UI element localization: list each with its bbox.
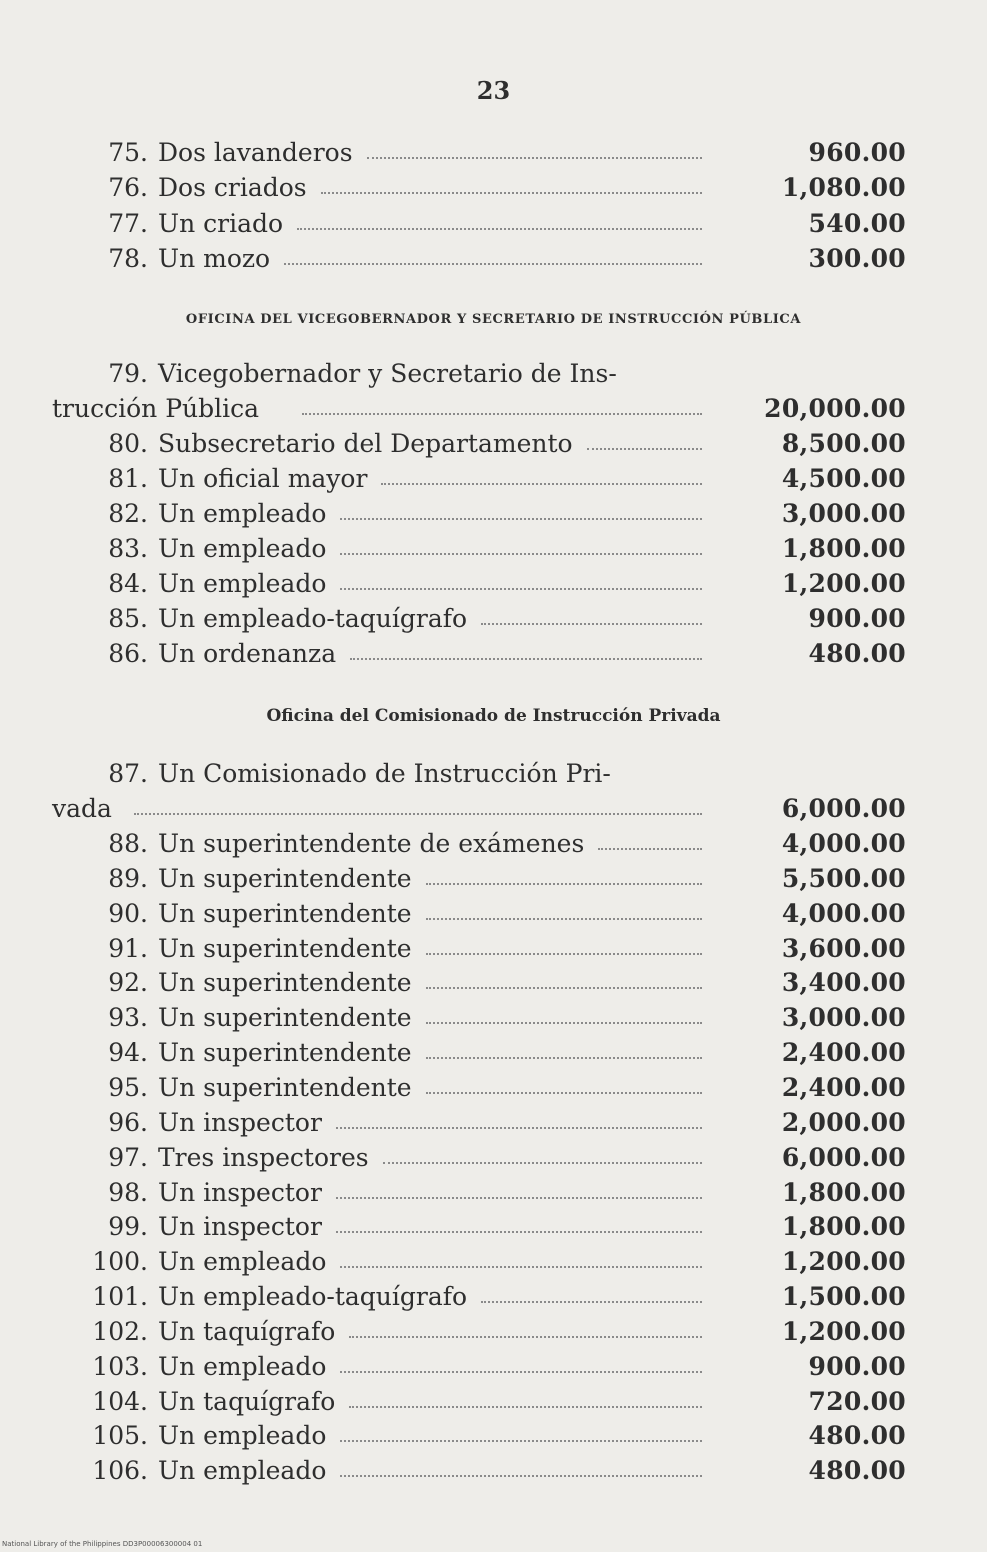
item-amount: 5,500.00 <box>781 863 906 893</box>
item-text: Un empleado <box>158 1421 327 1451</box>
list-item <box>52 1385 912 1419</box>
item-amount: 300.00 <box>808 243 906 273</box>
list-item <box>52 1141 912 1175</box>
list-item <box>52 1176 912 1210</box>
item-number: 91. <box>108 933 148 963</box>
leader-dots <box>340 553 702 555</box>
item-text: Un empleado <box>158 1351 327 1381</box>
item-text: Un superintendente <box>158 1003 412 1033</box>
list-item <box>52 1245 912 1279</box>
item-text: Un inspector <box>158 1212 322 1242</box>
item-text: Un superintendente <box>158 898 412 928</box>
item-text: Un criado <box>158 208 284 238</box>
item-text: Un empleado <box>158 499 327 528</box>
list-item <box>52 207 912 241</box>
item-text: vada <box>52 794 112 823</box>
item-amount: 1,800.00 <box>781 534 906 563</box>
leader-dots <box>349 1336 702 1338</box>
item-number: 104. <box>92 1386 148 1416</box>
item-text: Un superintendente <box>158 1072 412 1102</box>
leader-dots <box>426 918 702 920</box>
item-text: Un empleado <box>158 534 327 563</box>
item-number: 85. <box>108 604 148 633</box>
item-number: 88. <box>108 829 148 858</box>
item-number: 87. <box>108 759 148 788</box>
list-item <box>52 171 912 205</box>
leader-dots <box>481 1301 702 1303</box>
list-item <box>52 497 912 531</box>
list-item-continuation <box>52 792 912 826</box>
leader-dots <box>336 1127 702 1129</box>
item-text: Un taquígrafo <box>158 1316 336 1346</box>
leader-dots <box>340 1440 702 1442</box>
leader-dots <box>426 883 702 885</box>
list-item <box>52 1350 912 1384</box>
leader-dots <box>381 483 702 485</box>
item-amount: 960.00 <box>808 138 906 167</box>
item-text: Un empleado <box>158 1247 327 1277</box>
section-heading-comisionado: Oficina del Comisionado de Instrucción Privada <box>266 706 721 726</box>
item-text: Un mozo <box>158 243 271 273</box>
item-amount: 1,200.00 <box>781 1247 906 1277</box>
item-number: 79. <box>108 359 148 388</box>
leader-dots <box>426 953 702 955</box>
item-number: 83. <box>108 534 148 563</box>
item-text: Un inspector <box>158 1107 322 1137</box>
item-number: 76. <box>108 173 148 203</box>
leader-dots <box>349 1406 702 1408</box>
list-item <box>52 827 912 861</box>
list-item <box>52 1036 912 1070</box>
list-item <box>52 1454 912 1488</box>
item-amount: 720.00 <box>808 1386 906 1416</box>
item-number: 90. <box>108 898 148 928</box>
item-amount: 8,500.00 <box>781 429 906 458</box>
item-number: 95. <box>108 1072 148 1102</box>
item-text: Un superintendente <box>158 933 412 963</box>
item-amount: 4,500.00 <box>781 464 906 493</box>
leader-dots <box>367 157 702 159</box>
item-number: 92. <box>108 968 148 998</box>
leader-dots <box>340 588 702 590</box>
item-text: Un oficial mayor <box>158 464 368 493</box>
list-item <box>52 862 912 896</box>
item-number: 96. <box>108 1107 148 1137</box>
list-item <box>52 427 912 461</box>
item-amount: 3,400.00 <box>781 968 906 998</box>
item-text: Subsecretario del Departamento <box>158 429 573 458</box>
list-item <box>52 1106 912 1140</box>
item-number: 81. <box>108 464 148 493</box>
item-amount: 2,000.00 <box>781 1107 906 1137</box>
item-number: 105. <box>92 1421 148 1451</box>
leader-dots <box>302 413 702 415</box>
list-item <box>52 932 912 966</box>
item-amount: 480.00 <box>808 1456 906 1486</box>
item-number: 106. <box>92 1456 148 1486</box>
item-text: Un superintendente de exámenes <box>158 829 585 858</box>
item-amount: 2,400.00 <box>781 1038 906 1068</box>
leader-dots <box>297 228 702 230</box>
leader-dots <box>481 623 702 625</box>
leader-dots <box>340 1475 702 1477</box>
leader-dots <box>426 1022 702 1024</box>
leader-dots <box>598 848 702 850</box>
list-item <box>52 136 912 170</box>
list-item <box>52 637 912 671</box>
item-text: Un taquígrafo <box>158 1386 336 1416</box>
item-number: 84. <box>108 569 148 598</box>
item-amount: 3,000.00 <box>781 499 906 528</box>
list-item-continuation <box>52 392 912 426</box>
item-amount: 900.00 <box>808 604 906 633</box>
library-footer: National Library of the Philippines DD3P00006300004 01 <box>2 1540 203 1548</box>
item-number: 103. <box>92 1351 148 1381</box>
leader-dots <box>284 263 702 265</box>
item-amount: 1,800.00 <box>781 1177 906 1207</box>
item-amount: 20,000.00 <box>764 394 906 423</box>
item-text: trucción Pública <box>52 394 260 423</box>
item-text: Vicegobernador y Secretario de Ins- <box>158 359 617 388</box>
item-text: Un superintendente <box>158 1038 412 1068</box>
list-item <box>52 757 912 791</box>
list-item <box>52 1280 912 1314</box>
item-amount: 1,200.00 <box>781 569 906 598</box>
item-text: Un superintendente <box>158 968 412 998</box>
item-number: 102. <box>92 1316 148 1346</box>
list-item <box>52 242 912 276</box>
item-text: Un inspector <box>158 1177 322 1207</box>
item-number: 101. <box>92 1282 148 1312</box>
item-number: 94. <box>108 1038 148 1068</box>
list-item <box>52 1210 912 1244</box>
item-amount: 3,600.00 <box>781 933 906 963</box>
item-text: Dos criados <box>158 173 307 203</box>
item-amount: 1,200.00 <box>781 1316 906 1346</box>
item-number: 86. <box>108 639 148 668</box>
item-text: Un empleado <box>158 569 327 598</box>
list-item <box>52 1071 912 1105</box>
item-amount: 6,000.00 <box>781 794 906 823</box>
item-number: 89. <box>108 863 148 893</box>
item-amount: 4,000.00 <box>781 898 906 928</box>
item-amount: 4,000.00 <box>781 829 906 858</box>
list-item <box>52 1315 912 1349</box>
item-amount: 1,500.00 <box>781 1282 906 1312</box>
item-amount: 540.00 <box>808 208 906 238</box>
leader-dots <box>587 448 702 450</box>
item-number: 80. <box>108 429 148 458</box>
item-amount: 3,000.00 <box>781 1003 906 1033</box>
list-item <box>52 966 912 1000</box>
item-amount: 2,400.00 <box>781 1072 906 1102</box>
section-heading-vicegobernador: OFICINA DEL VICEGOBERNADOR Y SECRETARIO DE INSTRUCCIÓN PÚBLICA <box>185 312 802 327</box>
item-number: 97. <box>108 1142 148 1172</box>
item-number: 100. <box>92 1247 148 1277</box>
list-item <box>52 532 912 566</box>
item-number: 78. <box>108 243 148 273</box>
leader-dots <box>134 813 702 815</box>
item-amount: 6,000.00 <box>781 1142 906 1172</box>
item-amount: 900.00 <box>808 1351 906 1381</box>
leader-dots <box>336 1231 702 1233</box>
leader-dots <box>426 1092 702 1094</box>
list-item <box>52 567 912 601</box>
item-text: Un Comisionado de Instrucción Pri- <box>158 759 611 788</box>
list-item <box>52 1001 912 1035</box>
leader-dots <box>350 658 702 660</box>
list-item <box>52 1419 912 1453</box>
leader-dots <box>340 1266 702 1268</box>
item-number: 93. <box>108 1003 148 1033</box>
item-number: 82. <box>108 499 148 528</box>
leader-dots <box>426 1057 702 1059</box>
page-number: 23 <box>476 76 511 105</box>
item-amount: 480.00 <box>808 639 906 668</box>
item-amount: 480.00 <box>808 1421 906 1451</box>
item-text: Un superintendente <box>158 863 412 893</box>
leader-dots <box>336 1197 702 1199</box>
list-item <box>52 462 912 496</box>
leader-dots <box>426 987 702 989</box>
item-amount: 1,800.00 <box>781 1212 906 1242</box>
item-number: 99. <box>108 1212 148 1242</box>
list-item <box>52 357 912 391</box>
item-text: Tres inspectores <box>158 1142 369 1172</box>
leader-dots <box>321 192 702 194</box>
item-number: 77. <box>108 208 148 238</box>
item-amount: 1,080.00 <box>781 173 906 203</box>
leader-dots <box>340 518 702 520</box>
list-item <box>52 602 912 636</box>
leader-dots <box>383 1162 702 1164</box>
item-text: Un empleado-taquígrafo <box>158 1282 468 1312</box>
leader-dots <box>340 1371 702 1373</box>
list-item <box>52 897 912 931</box>
item-number: 75. <box>108 138 148 167</box>
item-text: Un empleado <box>158 1456 327 1486</box>
item-text: Dos lavanderos <box>158 138 353 167</box>
item-text: Un ordenanza <box>158 639 337 668</box>
item-number: 98. <box>108 1177 148 1207</box>
item-text: Un empleado-taquígrafo <box>158 604 468 633</box>
